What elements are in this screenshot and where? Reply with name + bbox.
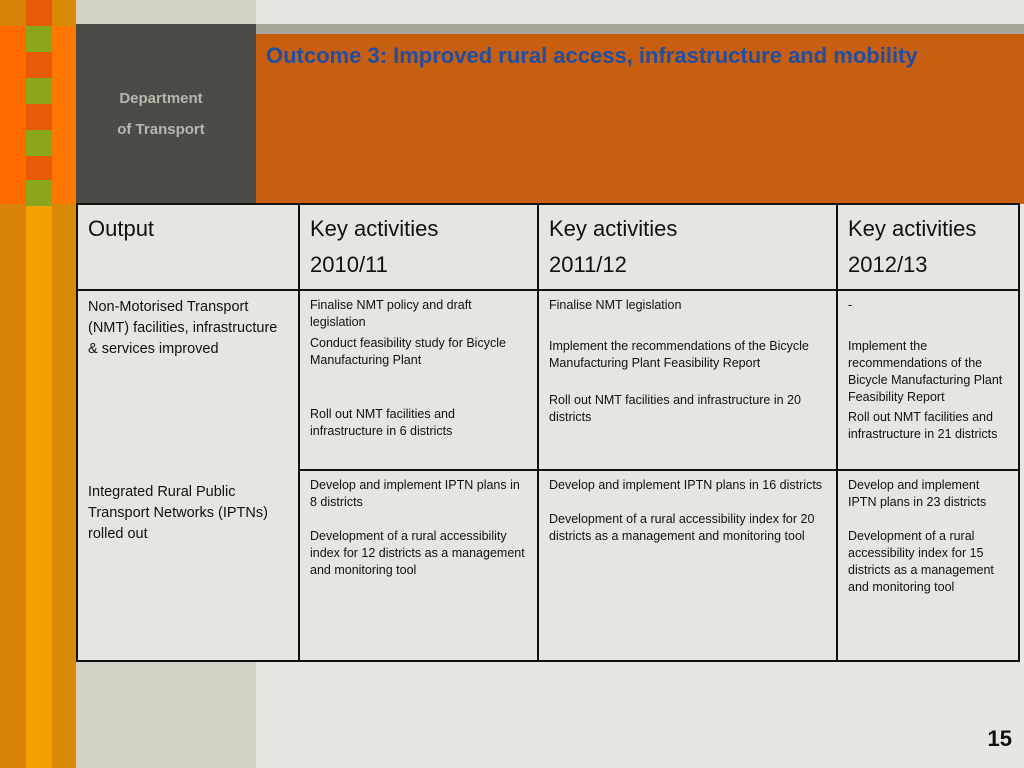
header-label: Output — [88, 216, 155, 241]
activity-text: Finalise NMT policy and draft legislation — [310, 298, 472, 329]
header-output — [77, 204, 299, 290]
activity-text: Develop and implement IPTN plans in 8 districts — [310, 478, 520, 509]
deco-square — [26, 130, 52, 156]
activities-2010-nmt — [299, 290, 538, 470]
activities-2010-iptn — [299, 470, 538, 661]
output-cell — [77, 290, 299, 661]
deco-square — [26, 52, 52, 78]
table-header-row — [77, 204, 1019, 290]
deco-square — [26, 180, 52, 206]
deco-orange-block — [0, 26, 26, 204]
deco-square — [26, 156, 52, 182]
page-number: 15 — [987, 726, 1012, 751]
deco-square — [26, 0, 52, 26]
activities-2012-nmt — [837, 290, 1019, 470]
org-panel — [76, 24, 256, 204]
activity-text: Development of a rural accessibility index for 15 districts as a management and monitoring tool — [848, 529, 994, 594]
activity-text: Conduct feasibility study for Bicycle Manufacturing Plant — [310, 336, 506, 367]
header-grey-bar — [256, 24, 1024, 34]
activities-2012-iptn — [837, 470, 1019, 661]
page-title: Outcome 3: Improved rural access, infrastructure and mobility — [266, 43, 918, 68]
header-2012 — [837, 204, 1019, 290]
activity-text: Develop and implement IPTN plans in 23 districts — [848, 478, 987, 509]
header-year: 2012/13 — [848, 252, 928, 277]
activity-text: Implement the recommendations of the Bicycle Manufacturing Plant Feasibility Report — [848, 339, 1003, 404]
output-nmt: Non-Motorised Transport (NMT) facilities, infrastructure & services improved — [88, 299, 278, 357]
spacer — [88, 360, 288, 482]
header-year: 2010/11 — [310, 252, 388, 277]
deco-square — [26, 78, 52, 104]
org-name-line1: Department — [119, 90, 203, 107]
activities-table — [76, 203, 1020, 662]
org-name-line2: of Transport — [117, 121, 205, 138]
activity-text: Development of a rural accessibility index for 12 districts as a management and monitoring tool — [310, 529, 525, 577]
activity-text: Roll out NMT facilities and infrastructure in 21 districts — [848, 410, 998, 441]
activity-text: Implement the recommendations of the Bicycle Manufacturing Plant Feasibility Report — [549, 339, 809, 370]
header-label: Key activities — [549, 216, 678, 241]
activity-text: Development of a rural accessibility index for 20 districts as a management and monitoring tool — [549, 512, 815, 543]
table-row — [77, 290, 1019, 470]
activity-text: Roll out NMT facilities and infrastructure in 6 districts — [310, 407, 455, 438]
activities-2011-nmt — [538, 290, 837, 470]
activity-text: Develop and implement IPTN plans in 16 districts — [549, 478, 823, 492]
activity-text: Roll out NMT facilities and infrastructure in 20 districts — [549, 393, 801, 424]
header-2011 — [538, 204, 837, 290]
header-2010 — [299, 204, 538, 290]
deco-orange-block — [52, 26, 78, 204]
activities-2011-iptn — [538, 470, 837, 661]
deco-square — [26, 26, 52, 52]
deco-square — [26, 104, 52, 130]
activity-text: - — [848, 298, 853, 312]
header-label: Key activities — [310, 216, 439, 241]
output-iptn: Integrated Rural Public Transport Networks (IPTNs) rolled out — [88, 484, 268, 542]
header-label: Key activities — [848, 216, 977, 241]
header-year: 2011/12 — [549, 252, 627, 277]
activity-text: Finalise NMT legislation — [549, 298, 682, 312]
